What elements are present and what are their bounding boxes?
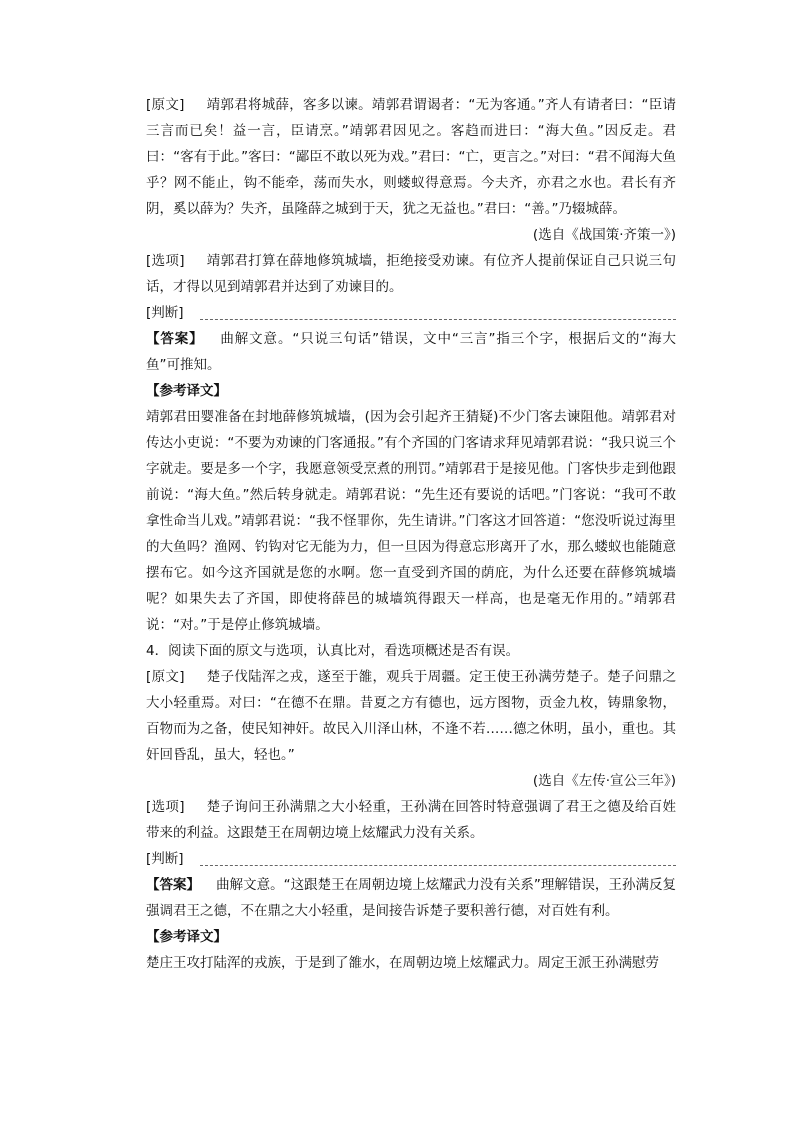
option-label: [选项]	[146, 253, 185, 269]
judgment-label: [判断]	[146, 851, 184, 867]
source-citation: (选自《左传·宣公三年》)	[532, 773, 676, 789]
answer-body: 曲解文意。“这跟楚王在周朝边境上炫耀武力没有关系”理解错误，王孙满反复强调君王之德，不在鼎之大小轻重，是间接告诉楚子要积善行德，对百姓有利。	[146, 877, 676, 919]
option-body: 楚子询问王孙满鼎之大小轻重，王孙满在回答时特意强调了君王之德及给百姓带来的利益。这跟楚王在周朝边境上炫耀武力没有关系。	[146, 799, 676, 841]
translation-label: 【参考译文】	[146, 929, 227, 945]
option-text-4	[146, 794, 676, 846]
answer-label: 【答案】	[146, 331, 204, 347]
option-label: [选项]	[146, 799, 185, 815]
answer-blank[interactable]	[200, 849, 676, 866]
judgment-line	[146, 846, 676, 872]
answer-text-3	[146, 326, 676, 378]
original-body: 楚子伐陆浑之戎，遂至于雒，观兵于周疆。定王使王孙满劳楚子。楚子问鼎之大小轻重焉。对曰：“在德不在鼎。昔夏之方有德也，远方图物，贡金九枚，铸鼎象物，百物而为之备，使民知神奸。故民入川泽山林，不逢不若……德之休明，虽小，重也。其奸回昏乱，虽大，轻也。”	[146, 669, 676, 763]
translation-label: 【参考译文】	[146, 383, 227, 399]
source-citation: (选自《战国策·齐策一》)	[532, 227, 676, 243]
translation-text-4: 楚庄王攻打陆浑的戎族，于是到了雒水，在周朝边境上炫耀武力。周定王派王孙满慰劳	[146, 955, 659, 971]
judgment-label: [判断]	[146, 305, 184, 321]
option-text-3	[146, 248, 676, 300]
option-body: 靖郭君打算在薛地修筑城墙，拒绝接受劝谏。有位齐人提前保证自己只说三句话，才得以见到靖郭君并达到了劝谏目的。	[146, 253, 676, 295]
original-label: [原文]	[146, 669, 185, 685]
translation-text-3: 靖郭君田婴准备在封地薛修筑城墙，(因为会引起齐王猜疑)不少门客去谏阻他。靖郭君对传达小吏说：“不要为劝谏的门客通报。”有个齐国的门客请求拜见靖郭君说：“我只说三个字就走。要是多一个字，我愿意领受烹煮的刑罚。”靖郭君于是接见他。门客快步走到他跟前说：“海大鱼。”然后转身就走。靖郭君说：“先生还有要说的话吧。”门客说：“我可不敢拿性命当儿戏。”靖郭君说：“我不怪罪你，先生请讲。”门客这才回答道：“您没听说过海里的大鱼吗？渔网、钓钩对它无能为力，但一旦因为得意忘形离开了水，那么蝼蚁也能随意摆布它。如今这齐国就是您的水啊。您一直受到齐国的荫庇，为什么还要在薛修筑城墙呢？如果失去了齐国，即使将薛邑的城墙筑得跟天一样高，也是毫无作用的。”靖郭君说：“对。”于是停止修筑城墙。	[146, 409, 676, 633]
original-body: 靖郭君将城薛，客多以谏。靖郭君谓谒者：“无为客通。”齐人有请者曰：“臣请三言而已矣！益一言，臣请烹。”靖郭君因见之。客趋而进曰：“海大鱼。”因反走。君曰：“客有于此。”客曰：“鄙臣不敢以死为戏。”君曰：“亡，更言之。”对曰：“君不闻海大鱼乎？网不能止，钩不能牵，荡而失水，则蝼蚁得意焉。今夫齐，亦君之水也。君长有齐阴，奚以薛为？失齐，虽隆薛之城到于天，犹之无益也。”君曰：“善。”乃辍城薛。	[146, 97, 676, 217]
original-text-3	[146, 92, 676, 222]
judgment-line	[146, 300, 676, 326]
question-4: 4．阅读下面的原文与选项，认真比对，看选项概述是否有误。	[146, 643, 520, 659]
answer-label: 【答案】	[146, 877, 201, 893]
original-label: [原文]	[146, 97, 185, 113]
document-page	[146, 92, 676, 976]
answer-blank[interactable]	[200, 303, 676, 320]
answer-text-4	[146, 872, 676, 924]
answer-body: 曲解文意。“只说三句话”错误，文中“三言”指三个字，根据后文的“海大鱼”可推知。	[146, 331, 677, 373]
original-text-4	[146, 664, 676, 768]
